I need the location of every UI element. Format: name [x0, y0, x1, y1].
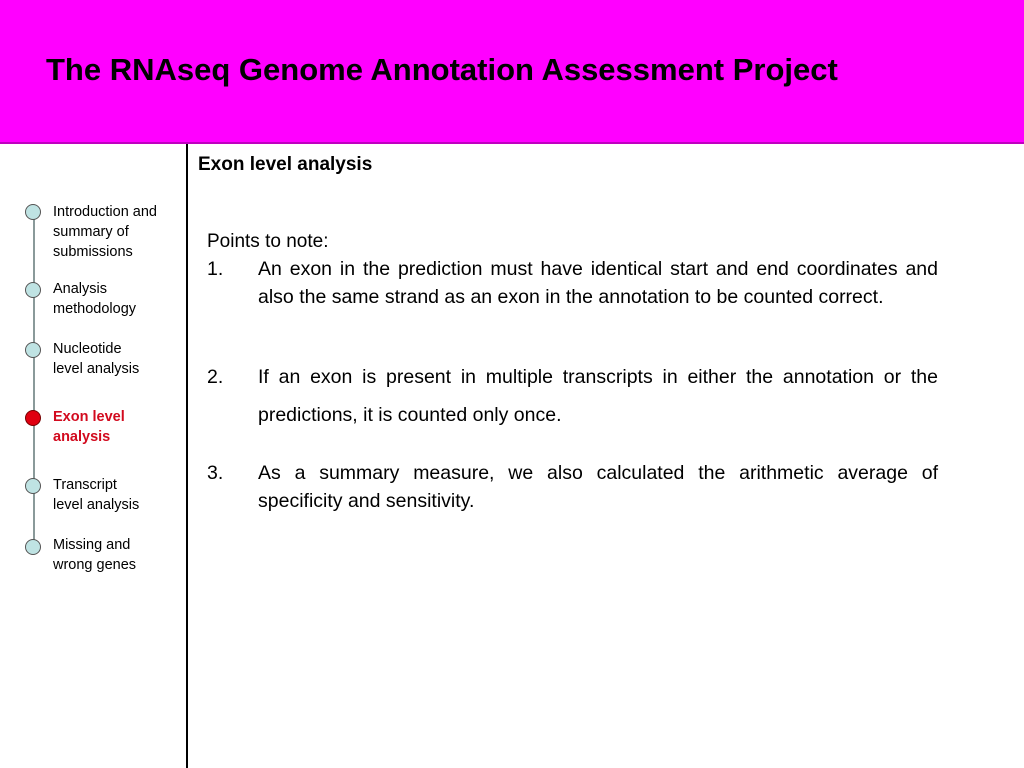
list-item — [207, 256, 938, 311]
list-item — [207, 358, 938, 434]
sidebar-divider — [186, 144, 188, 768]
sidebar-item-transcript-level[interactable]: Transcript level analysis — [53, 477, 140, 513]
list-item-text: An exon in the prediction must have identical start and end coordinates and also the same strand as an exon in the annotation to be counted correct. — [258, 258, 938, 308]
points-intro: Points to note: — [207, 231, 329, 252]
nav-dot-analysis-methodology[interactable] — [25, 282, 41, 298]
nav-dot-nucleotide-level[interactable] — [25, 342, 41, 358]
list-item — [207, 460, 938, 515]
timeline-line — [33, 212, 35, 547]
nav-dot-introduction[interactable] — [25, 204, 41, 220]
list-item-number: 3. — [207, 462, 224, 484]
list-item-number: 1. — [207, 258, 224, 280]
nav-dot-exon-level[interactable] — [25, 410, 41, 426]
sidebar-item-missing-wrong-genes[interactable]: Missing and wrong genes — [53, 537, 137, 573]
list-item-number: 2. — [207, 366, 224, 388]
nav-dot-transcript-level[interactable] — [25, 478, 41, 494]
sidebar-item-introduction[interactable]: Introduction and summary of submissions — [53, 204, 157, 260]
sidebar-item-exon-level[interactable]: Exon level analysis — [53, 409, 125, 445]
section-title: Exon level analysis — [198, 154, 373, 175]
sidebar-item-nucleotide-level[interactable]: Nucleotide level analysis — [53, 341, 140, 377]
sidebar-item-analysis-methodology[interactable]: Analysis methodology — [53, 281, 137, 317]
page-title: The RNAseq Genome Annotation Assessment Project — [46, 52, 838, 87]
list-item-text: As a summary measure, we also calculated the arithmetic average of specificity and sensitivity. — [258, 462, 938, 512]
list-item-text: If an exon is present in multiple transcripts in either the annotation or the predictions, it is counted only once. — [258, 366, 938, 426]
header-bar — [0, 0, 1024, 144]
nav-dot-missing-wrong-genes[interactable] — [25, 539, 41, 555]
